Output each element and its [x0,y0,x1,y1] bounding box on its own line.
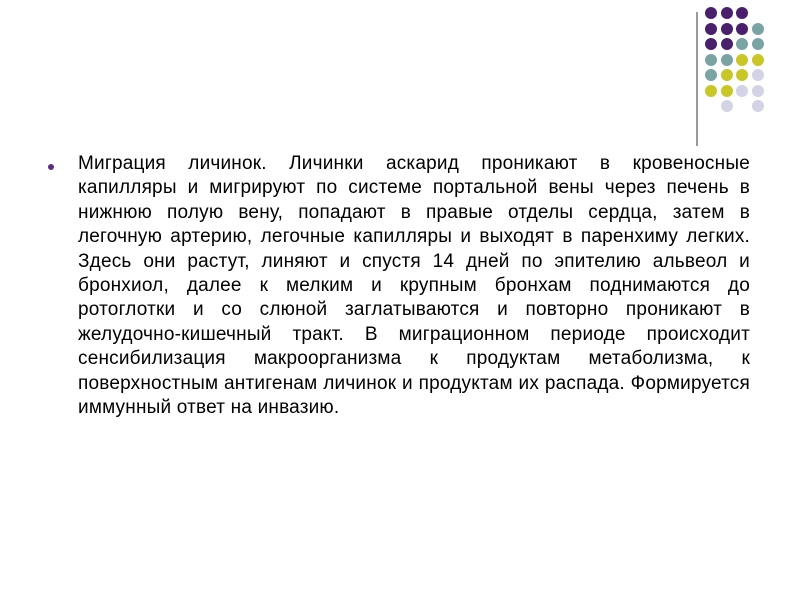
body-paragraph: Миграция личинок. Личинки аскарид проникают в кровеносные капилляры и мигрируют по системе портальной вены через печень в нижнюю полую вену, попадают в правые отделы сердца, затем в легочную артерию, легочные капилляры и выходят в паренхиму легких. Здесь они растут, линяют и спустя 14 дней по эпителию альвеол и бронхиол, далее к мелким и крупным бронхам поднимаются до ротоглотки и со слюной заглатываются и повторно проникают в желудочно-кишечный тракт. В миграционном периоде происходит сенсибилизация макроорганизма к продуктам метаболизма, к поверхностным антигенам личинок и продуктам их распада. Формируется иммунный ответ на инвазию. [78,153,750,419]
decorative-dot [721,85,733,97]
decorative-dot [752,38,764,50]
decorative-dot [721,100,733,112]
decorative-dot [752,54,764,66]
decorative-dot [721,54,733,66]
decorative-dot [736,69,748,81]
decorative-dot [721,69,733,81]
decorative-dot [721,23,733,35]
decorative-dot [736,85,748,97]
slide-body [45,152,755,420]
decorative-dot [752,69,764,81]
decorative-dot [721,38,733,50]
decorative-dot [736,38,748,50]
decorative-dot [705,38,717,50]
decorative-dot [736,7,748,19]
decorative-dot [705,69,717,81]
decorative-dot [752,100,764,112]
decorative-dot [705,7,717,19]
decorative-dot [752,23,764,35]
decorative-dot [752,85,764,97]
decorative-dot-grid [705,7,800,137]
decorative-dot [705,23,717,35]
decorative-dot [721,7,733,19]
divider-line [696,12,698,146]
decorative-dot [705,54,717,66]
decorative-dot [736,23,748,35]
decorative-dot [705,85,717,97]
bullet-icon [48,164,54,170]
decorative-dot [736,54,748,66]
